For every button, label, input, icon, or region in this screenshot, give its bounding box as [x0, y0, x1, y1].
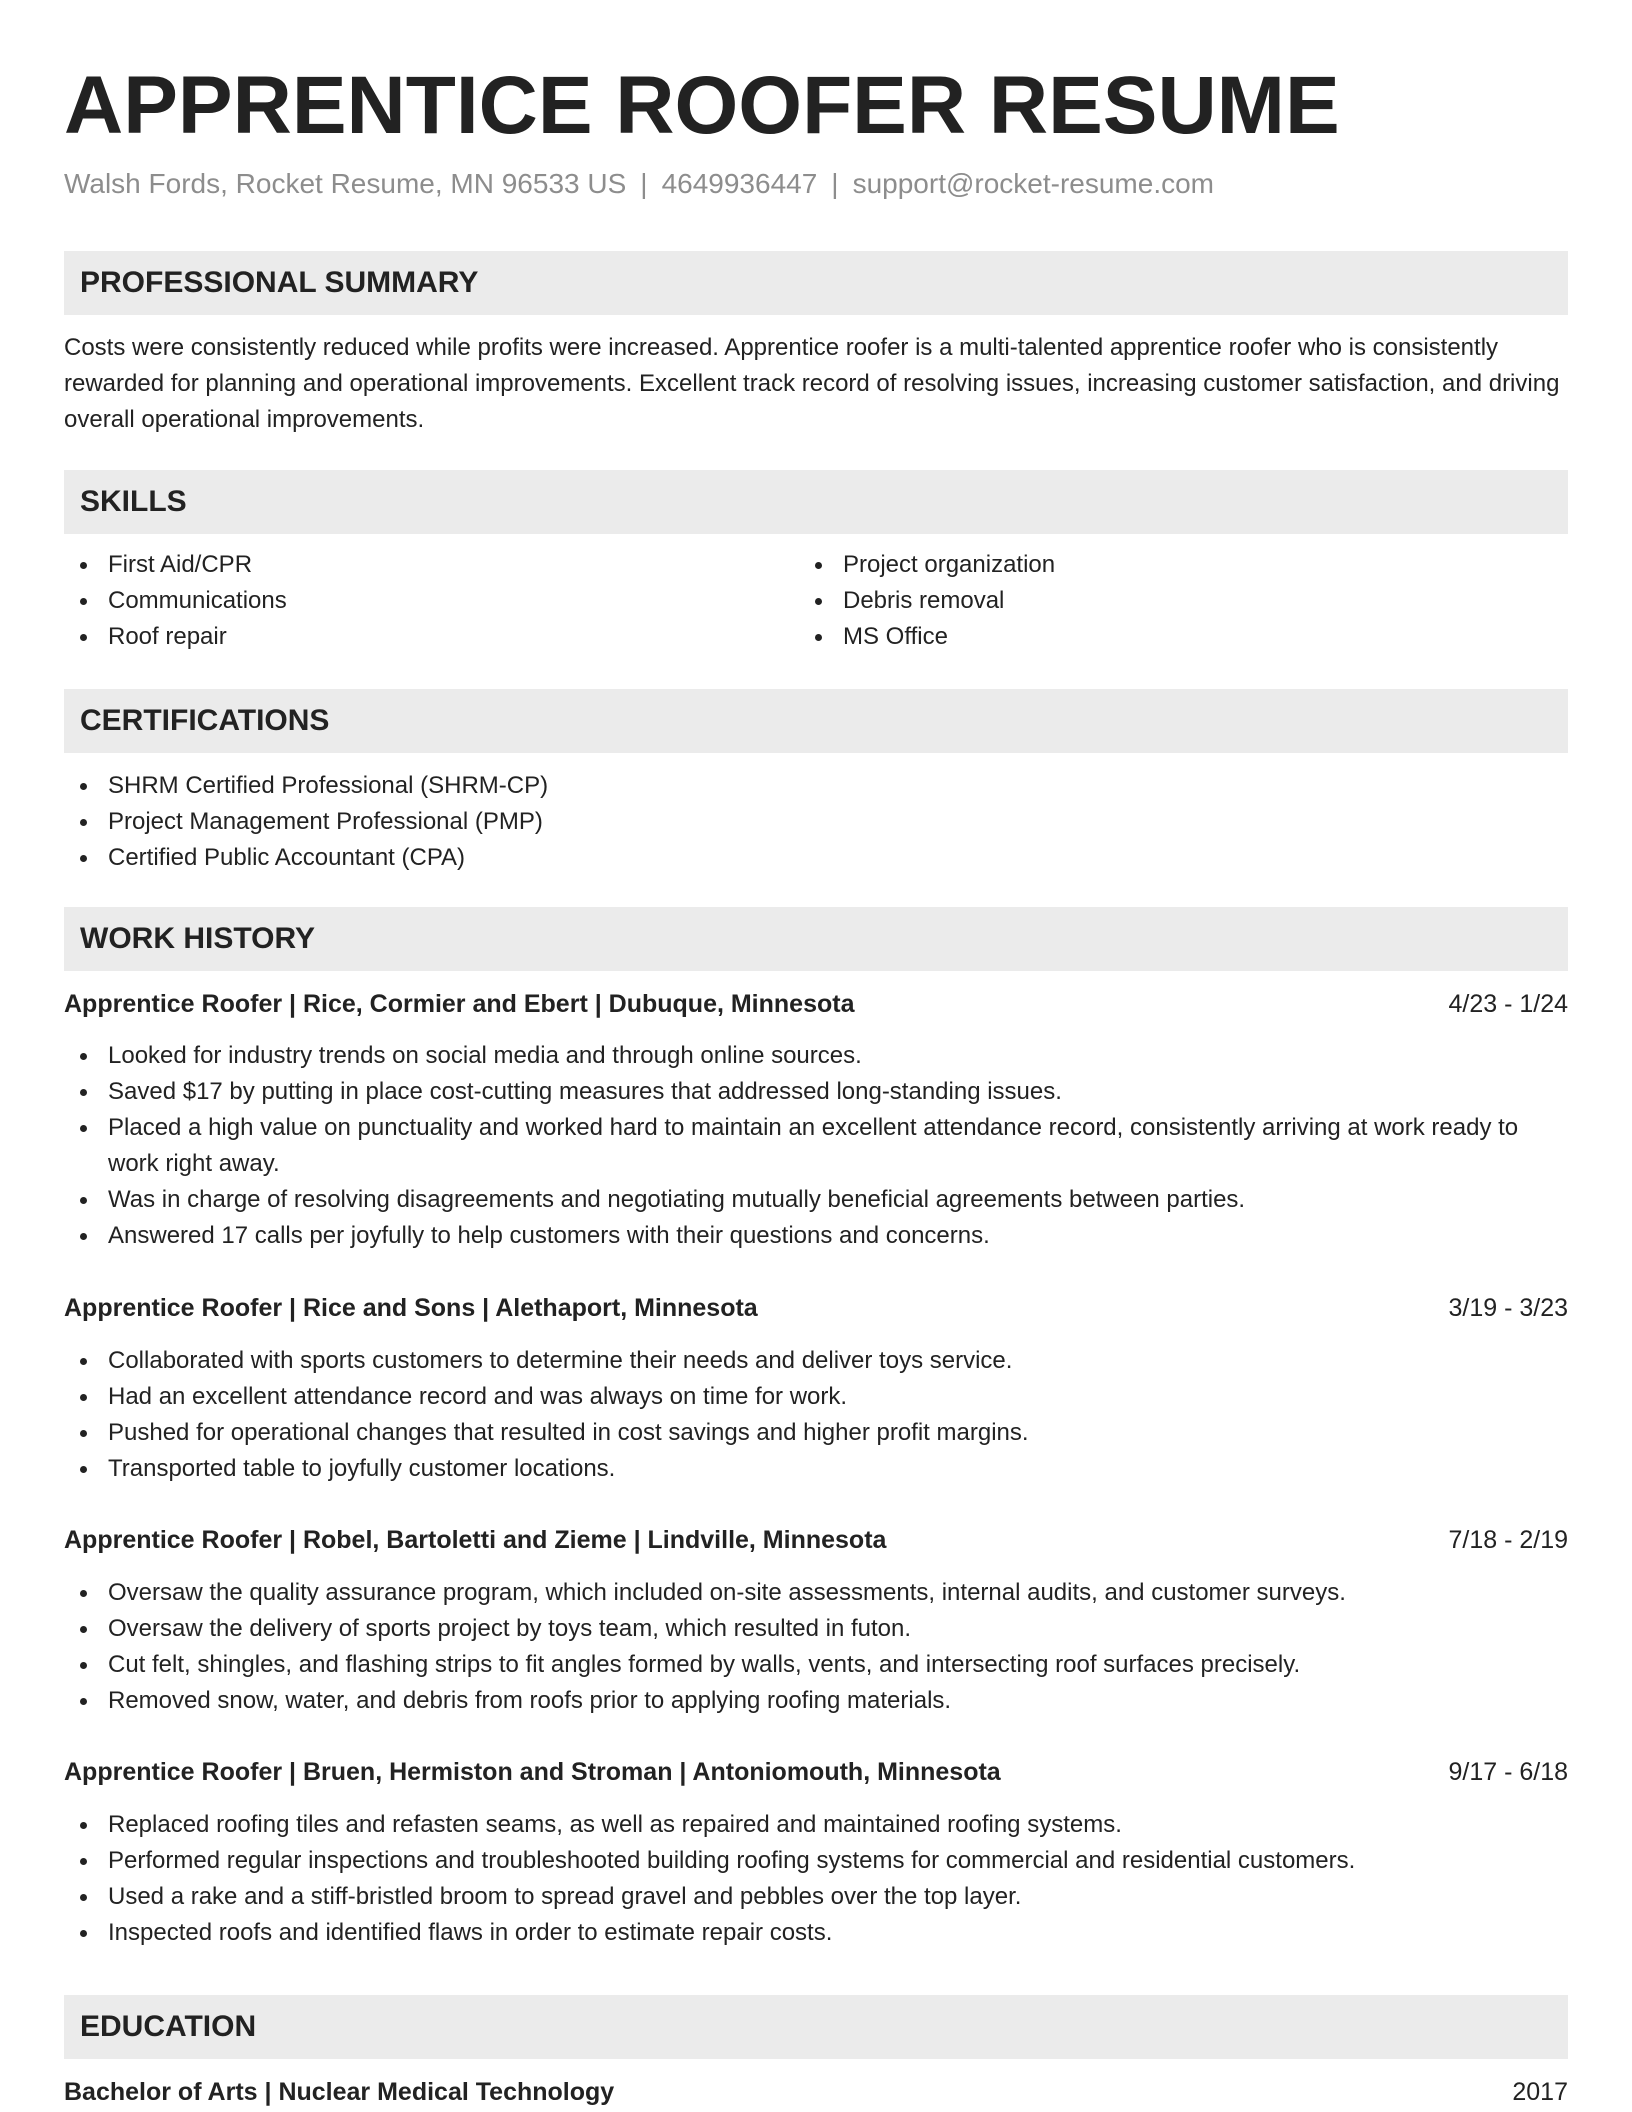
certification-item: SHRM Certified Professional (SHRM-CP) [64, 768, 1568, 804]
job-bullet: Oversaw the quality assurance program, which included on-site assessments, internal audits, and customer surveys. [64, 1575, 1568, 1611]
job-title: Apprentice Roofer | Rice and Sons | Alethaport, Minnesota [64, 1294, 758, 1322]
job-bullets [64, 1575, 1568, 1719]
job-bullet: Performed regular inspections and troubleshooted building roofing systems for commercial and residential customers. [64, 1843, 1568, 1879]
education-year: 2017 [1512, 2078, 1568, 2106]
certifications-list [64, 768, 1568, 876]
job-bullet: Transported table to joyfully customer locations. [64, 1451, 1568, 1487]
resume-title: APPRENTICE ROOFER RESUME [64, 60, 1340, 151]
job-title: Apprentice Roofer | Rice, Cormier and Ebert | Dubuque, Minnesota [64, 990, 855, 1018]
job-bullet: Inspected roofs and identified flaws in order to estimate repair costs. [64, 1915, 1568, 1951]
job-title: Apprentice Roofer | Bruen, Hermiston and Stroman | Antoniomouth, Minnesota [64, 1758, 1001, 1786]
job-bullet: Collaborated with sports customers to determine their needs and deliver toys service. [64, 1343, 1568, 1379]
summary-heading: PROFESSIONAL SUMMARY [80, 266, 479, 299]
job-bullet: Saved $17 by putting in place cost-cutting measures that addressed long-standing issues. [64, 1074, 1568, 1110]
job-dates: 4/23 - 1/24 [1448, 990, 1568, 1018]
skill-item: Debris removal [799, 583, 1568, 619]
skill-item: Roof repair [64, 619, 799, 655]
skills-section-header [64, 470, 1568, 534]
skill-item: First Aid/CPR [64, 547, 799, 583]
job-bullet: Pushed for operational changes that resulted in cost savings and higher profit margins. [64, 1415, 1568, 1451]
skill-item: MS Office [799, 619, 1568, 655]
job-bullet: Removed snow, water, and debris from roofs prior to applying roofing materials. [64, 1683, 1568, 1719]
certifications-heading: CERTIFICATIONS [80, 704, 330, 737]
job-bullets [64, 1343, 1568, 1487]
skill-item: Communications [64, 583, 799, 619]
contact-separator: | [831, 168, 839, 199]
job-bullet: Oversaw the delivery of sports project by toys team, which resulted in futon. [64, 1611, 1568, 1647]
job-bullets [64, 1807, 1568, 1951]
work-history-heading: WORK HISTORY [80, 922, 316, 955]
contact-phone: 4649936447 [661, 168, 818, 199]
certification-item: Project Management Professional (PMP) [64, 804, 1568, 840]
contact-email: support@rocket-resume.com [852, 168, 1215, 199]
job-bullet: Replaced roofing tiles and refasten seams, as well as repaired and maintained roofing systems. [64, 1807, 1568, 1843]
job-bullet: Had an excellent attendance record and was always on time for work. [64, 1379, 1568, 1415]
job-bullets [64, 1038, 1568, 1254]
skills-heading: SKILLS [80, 485, 187, 518]
job-dates: 9/17 - 6/18 [1448, 1758, 1568, 1786]
certification-item: Certified Public Accountant (CPA) [64, 840, 1568, 876]
job-bullet: Used a rake and a stiff-bristled broom to spread gravel and pebbles over the top layer. [64, 1879, 1568, 1915]
education-section-header [64, 1995, 1568, 2059]
contact-separator: | [640, 168, 648, 199]
job-bullet: Looked for industry trends on social media and through online sources. [64, 1038, 1568, 1074]
contact-line [64, 166, 1214, 202]
skills-list-right [799, 547, 1568, 655]
education-heading: EDUCATION [80, 2010, 257, 2043]
job-dates: 3/19 - 3/23 [1448, 1294, 1568, 1322]
contact-address: Walsh Fords, Rocket Resume, MN 96533 US [64, 168, 627, 199]
job-bullet: Was in charge of resolving disagreements and negotiating mutually beneficial agreements between parties. [64, 1182, 1568, 1218]
work-history-section-header [64, 907, 1568, 971]
job-bullet: Placed a high value on punctuality and worked hard to maintain an excellent attendance record, consistently arriving at work ready to work right away. [64, 1110, 1568, 1182]
certifications-section-header [64, 689, 1568, 753]
job-bullet: Cut felt, shingles, and flashing strips to fit angles formed by walls, vents, and intersecting roof surfaces precisely. [64, 1647, 1568, 1683]
job-title: Apprentice Roofer | Robel, Bartoletti and Zieme | Lindville, Minnesota [64, 1526, 887, 1554]
skill-item: Project organization [799, 547, 1568, 583]
job-bullet: Answered 17 calls per joyfully to help customers with their questions and concerns. [64, 1218, 1568, 1254]
summary-text: Costs were consistently reduced while profits were increased. Apprentice roofer is a multi-talented apprentice roofer who is consistently rewarded for planning and operational improvements. Excellent track record of resolving issues, increasing customer satisfaction, and driving overall operational improvements. [64, 334, 1560, 433]
skills-list-left [64, 547, 799, 655]
education-degree: Bachelor of Arts | Nuclear Medical Technology [64, 2078, 615, 2106]
job-dates: 7/18 - 2/19 [1448, 1526, 1568, 1554]
summary-section-header [64, 251, 1568, 315]
